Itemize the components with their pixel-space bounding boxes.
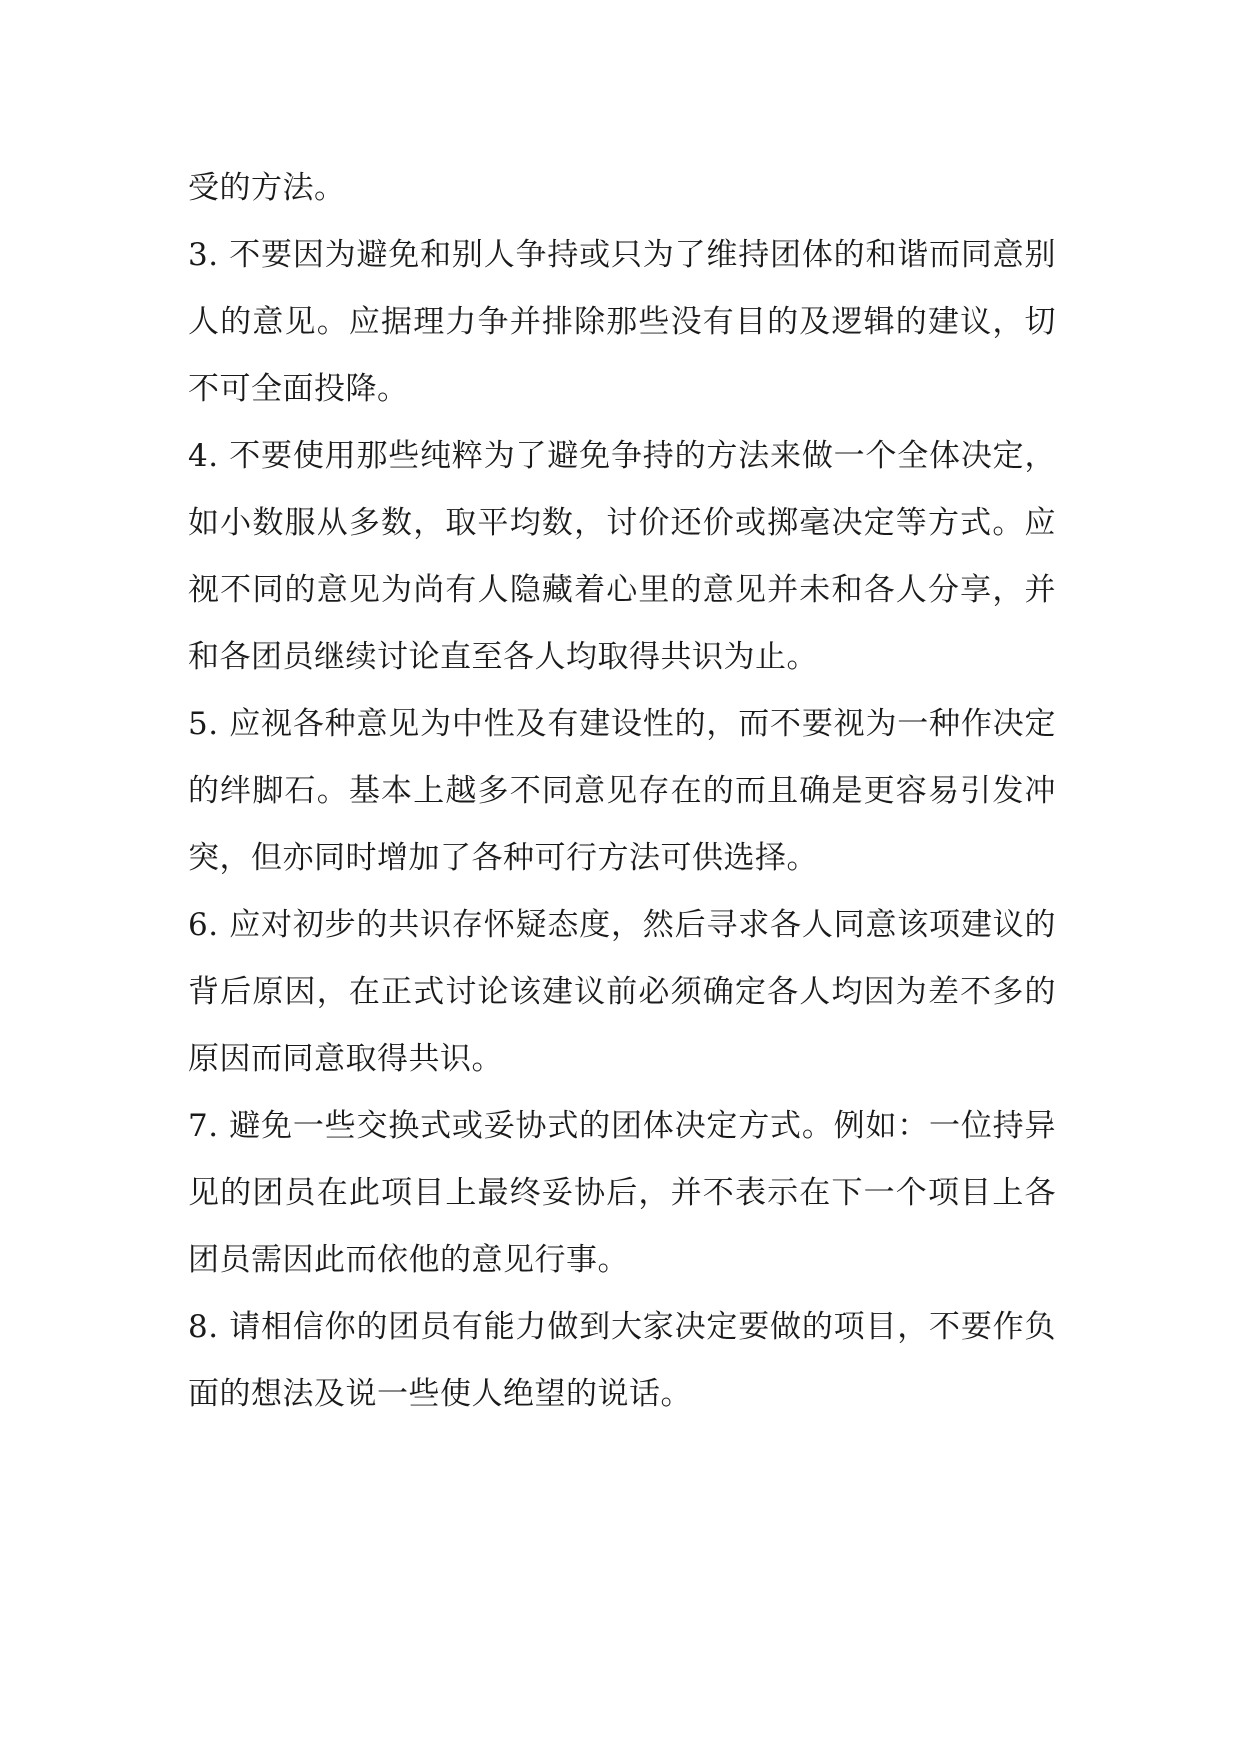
paragraph-item-3: 3. 不要因为避免和别人争持或只为了维持团体的和谐而同意别人的意见。应据理力争并排除那些没有目的及逻辑的建议，切不可全面投降。	[188, 237, 1056, 407]
paragraph-continuation: 受的方法。	[188, 170, 346, 206]
paragraph-item-6: 6. 应对初步的共识存怀疑态度，然后寻求各人同意该项建议的背后原因，在正式讨论该建议前必须确定各人均因为差不多的原因而同意取得共识。	[188, 907, 1056, 1077]
paragraph-item-8: 8. 请相信你的团员有能力做到大家决定要做的项目，不要作负面的想法及说一些使人绝望的说话。	[188, 1309, 1056, 1412]
document-body	[188, 155, 1056, 1428]
paragraph-item-7: 7. 避免一些交换式或妥协式的团体决定方式。例如：一位持异见的团员在此项目上最终妥协后，并不表示在下一个项目上各团员需因此而依他的意见行事。	[188, 1108, 1056, 1278]
paragraph-item-4: 4. 不要使用那些纯粹为了避免争持的方法来做一个全体决定，如小数服从多数，取平均数，讨价还价或掷毫决定等方式。应视不同的意见为尚有人隐藏着心里的意见并未和各人分享，并和各团员继续讨论直至各人均取得共识为止。	[188, 438, 1056, 675]
paragraph-item-5: 5. 应视各种意见为中性及有建设性的，而不要视为一种作决定的绊脚石。基本上越多不同意见存在的而且确是更容易引发冲突，但亦同时增加了各种可行方法可供选择。	[188, 706, 1056, 876]
